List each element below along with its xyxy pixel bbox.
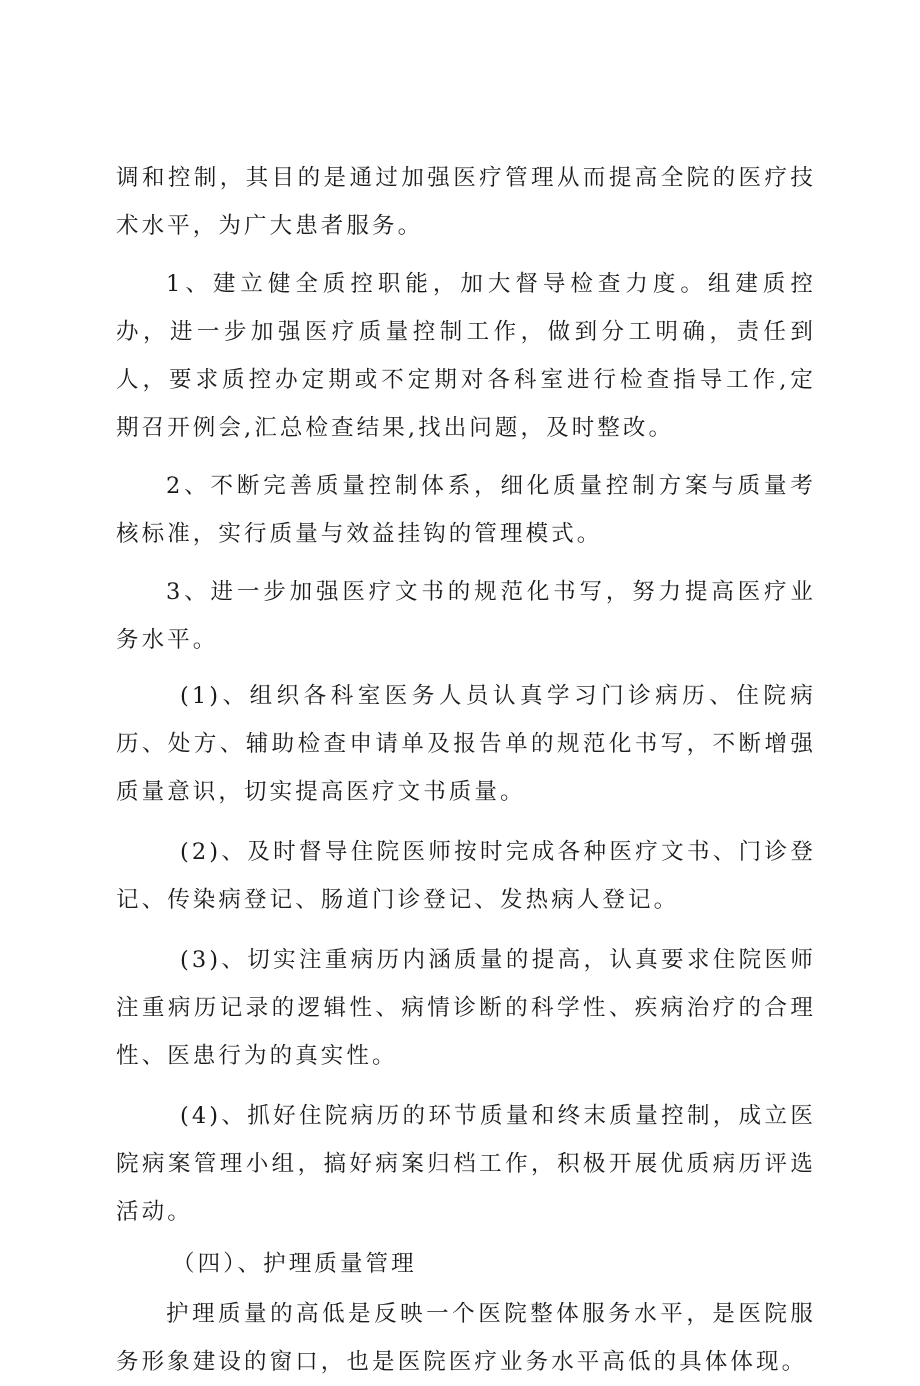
paragraph-nursing: 护理质量的高低是反映一个医院整体服务水平，是医院服务形象建设的窗口，也是医院医疗业务水平高低的具体体现。	[116, 1301, 816, 1375]
paragraph-subitem-2: (2)、及时督导住院医师按时完成各种医疗文书、门诊登记、传染病登记、肠道门诊登记、发热病人登记。	[116, 839, 816, 913]
paragraph-subitem-3: (3)、切实注重病历内涵质量的提高，认真要求住院医师注重病历记录的逻辑性、病情诊断的科学性、疾病治疗的合理性、医患行为的真实性。	[116, 947, 816, 1069]
document-body	[116, 154, 816, 1386]
paragraph-continuation: 调和控制，其目的是通过加强医疗管理从而提高全院的医疗技术水平，为广大患者服务。	[116, 165, 816, 239]
paragraph-item-2: 2、不断完善质量控制体系，细化质量控制方案与质量考核标准，实行质量与效益挂钩的管理模式。	[116, 473, 816, 547]
paragraph-item-1: 1、建立健全质控职能，加大督导检查力度。组建质控办，进一步加强医疗质量控制工作，做到分工明确，责任到人，要求质控办定期或不定期对各科室进行检查指导工作,定期召开例会,汇总检查结果,找出问题，及时整改。	[116, 271, 816, 441]
paragraph-subitem-4: (4)、抓好住院病历的环节质量和终末质量控制，成立医院病案管理小组，搞好病案归档工作，积极开展优质病历评选活动。	[116, 1103, 816, 1225]
section-heading: （四）、护理质量管理	[172, 1251, 417, 1277]
paragraph-subitem-1: (1)、组织各科室医务人员认真学习门诊病历、住院病历、处方、辅助检查申请单及报告单的规范化书写，不断增强质量意识，切实提高医疗文书质量。	[116, 683, 816, 805]
paragraph-item-3: 3、进一步加强医疗文书的规范化书写，努力提高医疗业务水平。	[116, 579, 816, 653]
